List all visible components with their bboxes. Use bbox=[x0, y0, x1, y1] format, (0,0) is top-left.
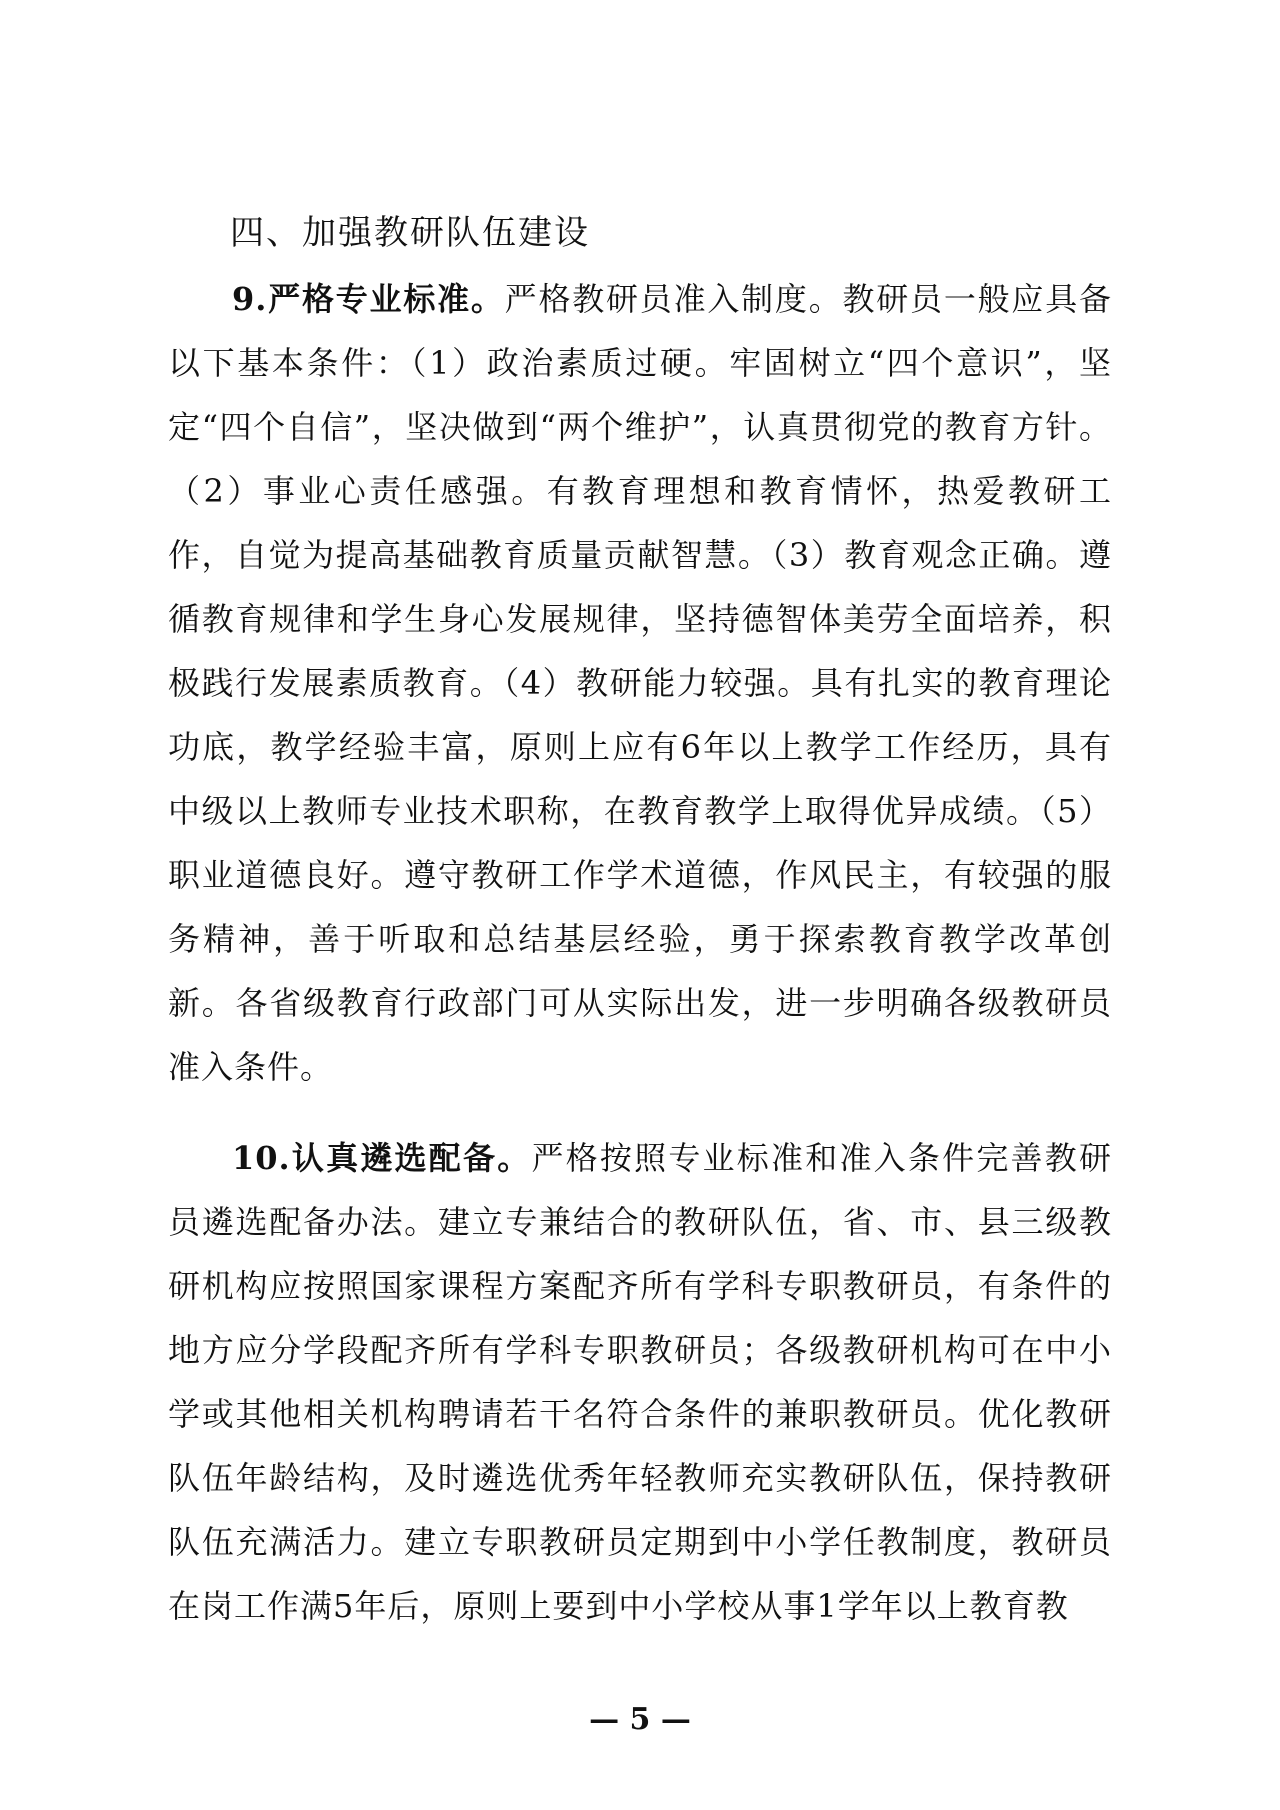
article-text-10: 严格按照专业标准和准入条件完善教研员遴选配备办法。建立专兼结合的教研队伍，省、市、县三级教研机构应按照国家课程方案配齐所有学科专职教研员，有条件的地方应分学段配齐所有学科专职教研员；各级教研机构可在中小学或其他相关机构聘请若干名符合条件的兼职教研员。优化教研队伍年龄结构，及时遴选优秀年轻教师充实教研队伍，保持教研队伍充满活力。建立专职教研员定期到中小学任教制度，教研员在岗工作满5年后，原则上要到中小学校从事1学年以上教育教 bbox=[168, 1139, 1112, 1625]
article-text-9: 严格教研员准入制度。教研员一般应具备以下基本条件：（1）政治素质过硬。牢固树立“四个意识”，坚定“四个自信”，坚决做到“两个维护”，认真贯彻党的教育方针。（2）事业心责任感强。有教育理想和教育情怀，热爱教研工作，自觉为提高基础教育质量贡献智慧。（3）教育观念正确。遵循教育规律和学生身心发展规律，坚持德智体美劳全面培养，积极践行发展素质教育。（4）教研能力较强。具有扎实的教育理论功底，教学经验丰富，原则上应有6年以上教学工作经历，具有中级以上教师专业技术职称，在教育教学上取得优异成绩。（5）职业道德良好。遵守教研工作学术道德，作风民主，有较强的服务精神，善于听取和总结基层经验，勇于探索教育教学改革创新。各省级教育行政部门可从实际出发，进一步明确各级教研员准入条件。 bbox=[168, 280, 1112, 1086]
section-heading: 四、加强教研队伍建设 bbox=[230, 213, 590, 253]
article-paragraph-9 bbox=[168, 267, 1112, 1099]
article-title-10: 10.认真遴选配备。 bbox=[232, 1139, 532, 1177]
article-paragraph-10 bbox=[168, 1126, 1112, 1638]
page-number: — 5 — bbox=[589, 1702, 691, 1737]
article-title-9: 9.严格专业标准。 bbox=[232, 280, 505, 318]
